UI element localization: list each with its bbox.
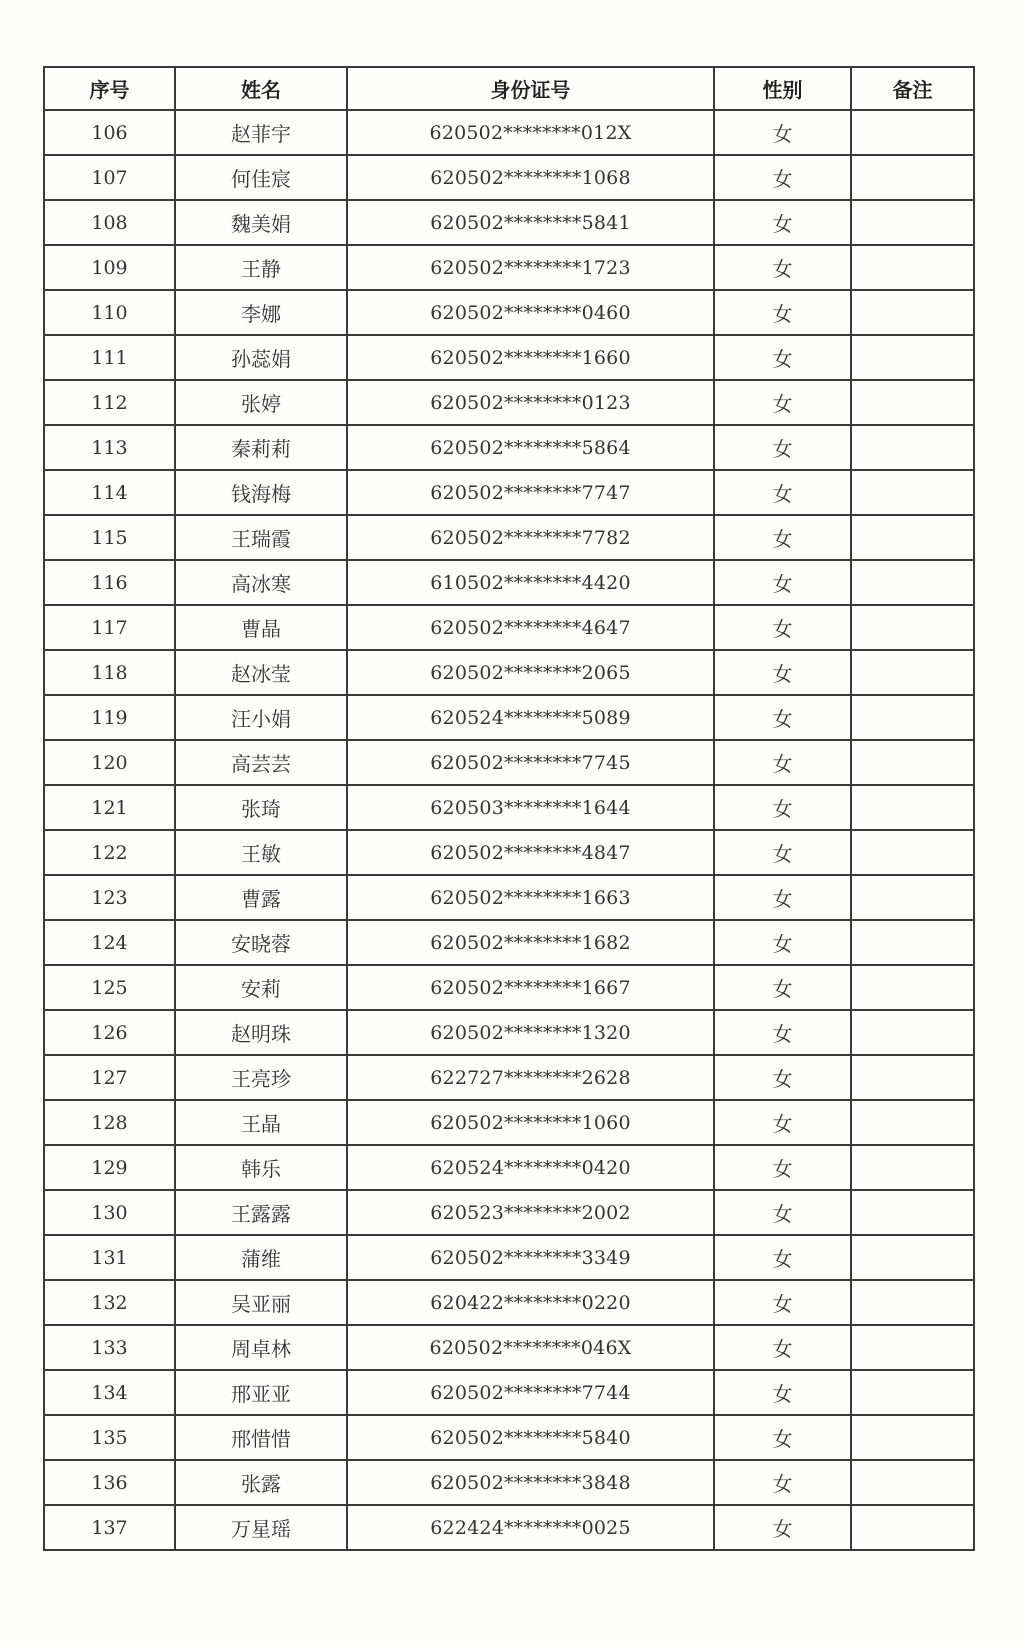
cell-name: 邢亚亚: [175, 1370, 347, 1415]
cell-name: 王晶: [175, 1100, 347, 1145]
cell-seq: 126: [44, 1010, 175, 1055]
cell-id-number: 620502********1723: [347, 245, 714, 290]
cell-name: 王亮珍: [175, 1055, 347, 1100]
cell-name: 张露: [175, 1460, 347, 1505]
cell-seq: 122: [44, 830, 175, 875]
cell-remark: [851, 1505, 974, 1550]
cell-gender: 女: [714, 965, 851, 1010]
cell-seq: 110: [44, 290, 175, 335]
cell-id-number: 620502********1667: [347, 965, 714, 1010]
cell-id-number: 620502********7747: [347, 470, 714, 515]
cell-remark: [851, 335, 974, 380]
cell-seq: 108: [44, 200, 175, 245]
table-row: [44, 1505, 974, 1550]
table-row: [44, 380, 974, 425]
cell-name: 赵明珠: [175, 1010, 347, 1055]
header-name: 姓名: [175, 67, 347, 110]
table-row: [44, 155, 974, 200]
cell-seq: 125: [44, 965, 175, 1010]
cell-id-number: 620502********0460: [347, 290, 714, 335]
roster-table: [43, 66, 975, 1551]
table-row: [44, 560, 974, 605]
cell-name: 安莉: [175, 965, 347, 1010]
cell-id-number: 620502********046X: [347, 1325, 714, 1370]
table-row: [44, 920, 974, 965]
cell-gender: 女: [714, 1460, 851, 1505]
cell-remark: [851, 290, 974, 335]
cell-id-number: 610502********4420: [347, 560, 714, 605]
cell-name: 王瑞霞: [175, 515, 347, 560]
table-row: [44, 875, 974, 920]
cell-remark: [851, 1325, 974, 1370]
cell-id-number: 620502********4647: [347, 605, 714, 650]
table-row: [44, 650, 974, 695]
cell-remark: [851, 1280, 974, 1325]
header-remark: 备注: [851, 67, 974, 110]
cell-remark: [851, 560, 974, 605]
cell-name: 王露露: [175, 1190, 347, 1235]
cell-seq: 130: [44, 1190, 175, 1235]
cell-seq: 131: [44, 1235, 175, 1280]
cell-gender: 女: [714, 1415, 851, 1460]
cell-remark: [851, 605, 974, 650]
cell-seq: 136: [44, 1460, 175, 1505]
table-row: [44, 200, 974, 245]
cell-name: 曹露: [175, 875, 347, 920]
cell-gender: 女: [714, 1100, 851, 1145]
cell-name: 吴亚丽: [175, 1280, 347, 1325]
cell-name: 王敏: [175, 830, 347, 875]
table-row: [44, 830, 974, 875]
cell-remark: [851, 1100, 974, 1145]
header-row: [44, 67, 974, 110]
cell-gender: 女: [714, 560, 851, 605]
cell-id-number: 620502********1060: [347, 1100, 714, 1145]
cell-id-number: 620524********0420: [347, 1145, 714, 1190]
cell-id-number: 620502********7744: [347, 1370, 714, 1415]
table-row: [44, 740, 974, 785]
cell-id-number: 620502********1663: [347, 875, 714, 920]
cell-gender: 女: [714, 1280, 851, 1325]
cell-gender: 女: [714, 650, 851, 695]
cell-id-number: 620502********4847: [347, 830, 714, 875]
cell-name: 高芸芸: [175, 740, 347, 785]
cell-remark: [851, 1055, 974, 1100]
cell-id-number: 620502********2065: [347, 650, 714, 695]
cell-seq: 137: [44, 1505, 175, 1550]
table-row: [44, 515, 974, 560]
cell-remark: [851, 1145, 974, 1190]
cell-name: 钱海梅: [175, 470, 347, 515]
cell-name: 万星瑶: [175, 1505, 347, 1550]
cell-gender: 女: [714, 110, 851, 155]
cell-gender: 女: [714, 1190, 851, 1235]
cell-gender: 女: [714, 830, 851, 875]
table-row: [44, 605, 974, 650]
cell-gender: 女: [714, 1325, 851, 1370]
cell-gender: 女: [714, 155, 851, 200]
table-row: [44, 1190, 974, 1235]
cell-gender: 女: [714, 200, 851, 245]
cell-gender: 女: [714, 335, 851, 380]
cell-gender: 女: [714, 695, 851, 740]
cell-seq: 109: [44, 245, 175, 290]
table-row: [44, 1370, 974, 1415]
cell-id-number: 620502********1320: [347, 1010, 714, 1055]
cell-name: 高冰寒: [175, 560, 347, 605]
cell-seq: 120: [44, 740, 175, 785]
cell-gender: 女: [714, 1505, 851, 1550]
cell-remark: [851, 920, 974, 965]
cell-seq: 133: [44, 1325, 175, 1370]
cell-id-number: 620502********3848: [347, 1460, 714, 1505]
cell-remark: [851, 830, 974, 875]
table-row: [44, 1100, 974, 1145]
cell-remark: [851, 155, 974, 200]
cell-remark: [851, 695, 974, 740]
cell-remark: [851, 200, 974, 245]
cell-remark: [851, 740, 974, 785]
cell-gender: 女: [714, 740, 851, 785]
cell-name: 安晓蓉: [175, 920, 347, 965]
cell-seq: 135: [44, 1415, 175, 1460]
cell-remark: [851, 110, 974, 155]
cell-seq: 129: [44, 1145, 175, 1190]
cell-id-number: 620502********5864: [347, 425, 714, 470]
cell-remark: [851, 380, 974, 425]
cell-gender: 女: [714, 245, 851, 290]
cell-name: 韩乐: [175, 1145, 347, 1190]
cell-remark: [851, 425, 974, 470]
cell-remark: [851, 965, 974, 1010]
cell-id-number: 620502********1682: [347, 920, 714, 965]
cell-id-number: 622727********2628: [347, 1055, 714, 1100]
cell-seq: 128: [44, 1100, 175, 1145]
cell-name: 汪小娟: [175, 695, 347, 740]
table-row: [44, 785, 974, 830]
cell-gender: 女: [714, 605, 851, 650]
table-row: [44, 695, 974, 740]
cell-remark: [851, 1010, 974, 1055]
cell-name: 蒲维: [175, 1235, 347, 1280]
table-row: [44, 1055, 974, 1100]
cell-remark: [851, 785, 974, 830]
cell-name: 赵冰莹: [175, 650, 347, 695]
cell-name: 何佳宸: [175, 155, 347, 200]
cell-seq: 111: [44, 335, 175, 380]
cell-gender: 女: [714, 875, 851, 920]
cell-gender: 女: [714, 1010, 851, 1055]
cell-gender: 女: [714, 1235, 851, 1280]
cell-id-number: 620422********0220: [347, 1280, 714, 1325]
table-row: [44, 1280, 974, 1325]
cell-remark: [851, 1190, 974, 1235]
cell-id-number: 620502********012X: [347, 110, 714, 155]
cell-gender: 女: [714, 425, 851, 470]
table-row: [44, 335, 974, 380]
cell-gender: 女: [714, 470, 851, 515]
cell-id-number: 620502********5840: [347, 1415, 714, 1460]
table-row: [44, 1415, 974, 1460]
cell-name: 张婷: [175, 380, 347, 425]
header-gender: 性别: [714, 67, 851, 110]
cell-id-number: 620503********1644: [347, 785, 714, 830]
cell-seq: 124: [44, 920, 175, 965]
cell-seq: 127: [44, 1055, 175, 1100]
cell-name: 魏美娟: [175, 200, 347, 245]
cell-seq: 106: [44, 110, 175, 155]
table-row: [44, 965, 974, 1010]
table-row: [44, 470, 974, 515]
header-id-number: 身份证号: [347, 67, 714, 110]
cell-seq: 121: [44, 785, 175, 830]
table-row: [44, 425, 974, 470]
cell-gender: 女: [714, 785, 851, 830]
cell-remark: [851, 1415, 974, 1460]
cell-seq: 119: [44, 695, 175, 740]
table-header: [44, 67, 974, 110]
cell-gender: 女: [714, 1370, 851, 1415]
table-row: [44, 1145, 974, 1190]
cell-seq: 114: [44, 470, 175, 515]
cell-remark: [851, 515, 974, 560]
table-row: [44, 110, 974, 155]
cell-gender: 女: [714, 1145, 851, 1190]
cell-seq: 112: [44, 380, 175, 425]
cell-name: 曹晶: [175, 605, 347, 650]
cell-seq: 116: [44, 560, 175, 605]
cell-id-number: 620502********1660: [347, 335, 714, 380]
cell-gender: 女: [714, 1055, 851, 1100]
table-row: [44, 1235, 974, 1280]
cell-name: 孙蕊娟: [175, 335, 347, 380]
cell-name: 秦莉莉: [175, 425, 347, 470]
cell-id-number: 620524********5089: [347, 695, 714, 740]
cell-id-number: 620502********7782: [347, 515, 714, 560]
cell-seq: 107: [44, 155, 175, 200]
table-row: [44, 290, 974, 335]
table-body: [44, 110, 974, 1550]
cell-name: 邢惜惜: [175, 1415, 347, 1460]
cell-gender: 女: [714, 515, 851, 560]
cell-remark: [851, 245, 974, 290]
table-row: [44, 1460, 974, 1505]
header-seq: 序号: [44, 67, 175, 110]
cell-seq: 118: [44, 650, 175, 695]
cell-remark: [851, 1370, 974, 1415]
table-row: [44, 1325, 974, 1370]
cell-name: 赵菲宇: [175, 110, 347, 155]
cell-id-number: 620502********7745: [347, 740, 714, 785]
cell-name: 张琦: [175, 785, 347, 830]
cell-gender: 女: [714, 380, 851, 425]
cell-seq: 134: [44, 1370, 175, 1415]
cell-gender: 女: [714, 290, 851, 335]
cell-remark: [851, 1460, 974, 1505]
cell-seq: 117: [44, 605, 175, 650]
cell-id-number: 620502********5841: [347, 200, 714, 245]
cell-id-number: 620502********0123: [347, 380, 714, 425]
cell-id-number: 620502********1068: [347, 155, 714, 200]
cell-remark: [851, 650, 974, 695]
cell-remark: [851, 470, 974, 515]
cell-id-number: 620502********3349: [347, 1235, 714, 1280]
cell-name: 王静: [175, 245, 347, 290]
cell-seq: 113: [44, 425, 175, 470]
cell-seq: 132: [44, 1280, 175, 1325]
cell-seq: 123: [44, 875, 175, 920]
cell-id-number: 620523********2002: [347, 1190, 714, 1235]
cell-gender: 女: [714, 920, 851, 965]
cell-seq: 115: [44, 515, 175, 560]
cell-remark: [851, 875, 974, 920]
cell-name: 周卓林: [175, 1325, 347, 1370]
cell-id-number: 622424********0025: [347, 1505, 714, 1550]
cell-name: 李娜: [175, 290, 347, 335]
table-row: [44, 1010, 974, 1055]
cell-remark: [851, 1235, 974, 1280]
table-row: [44, 245, 974, 290]
